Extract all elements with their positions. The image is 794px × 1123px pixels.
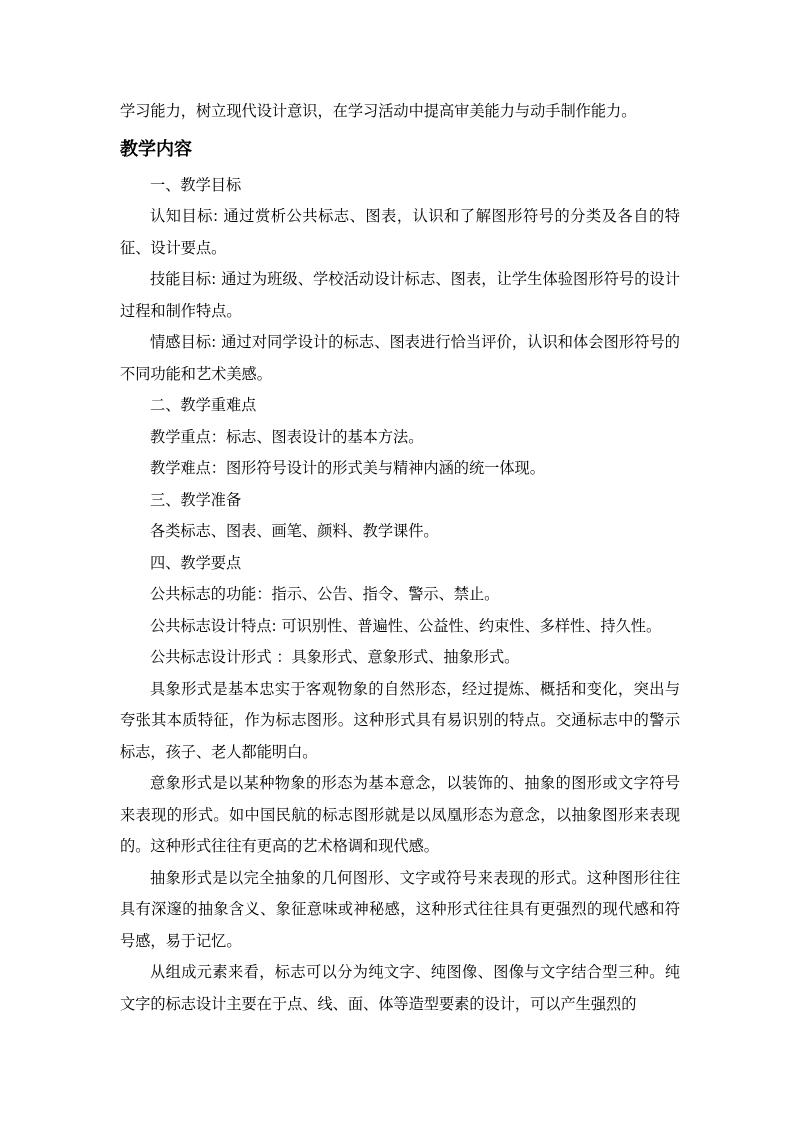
paragraph-sign-design-forms: 公共标志设计形式 ：具象形式、意象形式、抽象形式。 <box>150 648 520 666</box>
paragraph-image-form: 意象形式是以某种物象的形态为基本意念，以装饰的、抽象的图形或文字符号来表现的形式。如中国民航的标志图形就是以凤凰形态为意念，以抽象图形来表现的。这种形式往往有更高的艺术格调和现代感。 <box>120 774 680 855</box>
subheading-teaching-essentials: 四、教学要点 <box>150 553 242 572</box>
subheading-key-difficult-points: 二、教学重难点 <box>150 396 257 414</box>
paragraph-emotional-objective: 情感目标: 通过对同学设计的标志、图表进行恰当评价，认识和体会图形符号的不同功能和艺术美感。 <box>120 333 680 383</box>
paragraph-difficult-point: 教学难点：图形符号设计的形式美与精神内涵的统一体现。 <box>150 459 545 477</box>
paragraph-cognitive-objective: 认知目标: 通过赏析公共标志、图表，认识和了解图形符号的分类及各自的特征、设计要点。 <box>120 207 680 257</box>
paragraph-sign-functions: 公共标志的功能：指示、公告、指令、警示、禁止。 <box>150 585 500 603</box>
paragraph-composition-elements: 从组成元素来看，标志可以分为纯文字、纯图像、图像与文字结合型三种。纯文字的标志设计主要在于点、线、面、体等造型要素的设计，可以产生强烈的 <box>120 963 680 1013</box>
paragraph-intro-continuation: 学习能力，树立现代设计意识，在学习活动中提高审美能力与动手制作能力。 <box>120 102 637 120</box>
paragraph-key-point: 教学重点：标志、图表设计的基本方法。 <box>150 427 424 446</box>
paragraph-preparation-materials: 各类标志、图表、画笔、颜料、教学课件。 <box>150 522 439 540</box>
section-heading-teaching-content: 教学内容 <box>120 138 192 160</box>
subheading-teaching-preparation: 三、教学准备 <box>150 490 242 509</box>
document-body <box>120 96 680 1020</box>
paragraph-abstract-form: 抽象形式是以完全抽象的几何图形、文字或符号来表现的形式。这种图形往往具有深邃的抽象含义、象征意味或神秘感，这种形式往往具有更强烈的现代感和符号感，易于记忆。 <box>120 868 680 950</box>
subheading-teaching-objectives: 一、教学目标 <box>150 175 242 194</box>
paragraph-sign-design-features: 公共标志设计特点: 可识别性、普遍性、公益性、约束性、多样性、持久性。 <box>150 616 662 635</box>
paragraph-skill-objective: 技能目标: 通过为班级、学校活动设计标志、图表，让学生体验图形符号的设计过程和制作特点。 <box>120 270 680 320</box>
paragraph-concrete-form: 具象形式是基本忠实于客观物象的自然形态，经过提炼、概括和变化，突出与夸张其本质特征，作为标志图形。这种形式具有易识别的特点。交通标志中的警示标志，孩子、老人都能明白。 <box>120 679 680 761</box>
